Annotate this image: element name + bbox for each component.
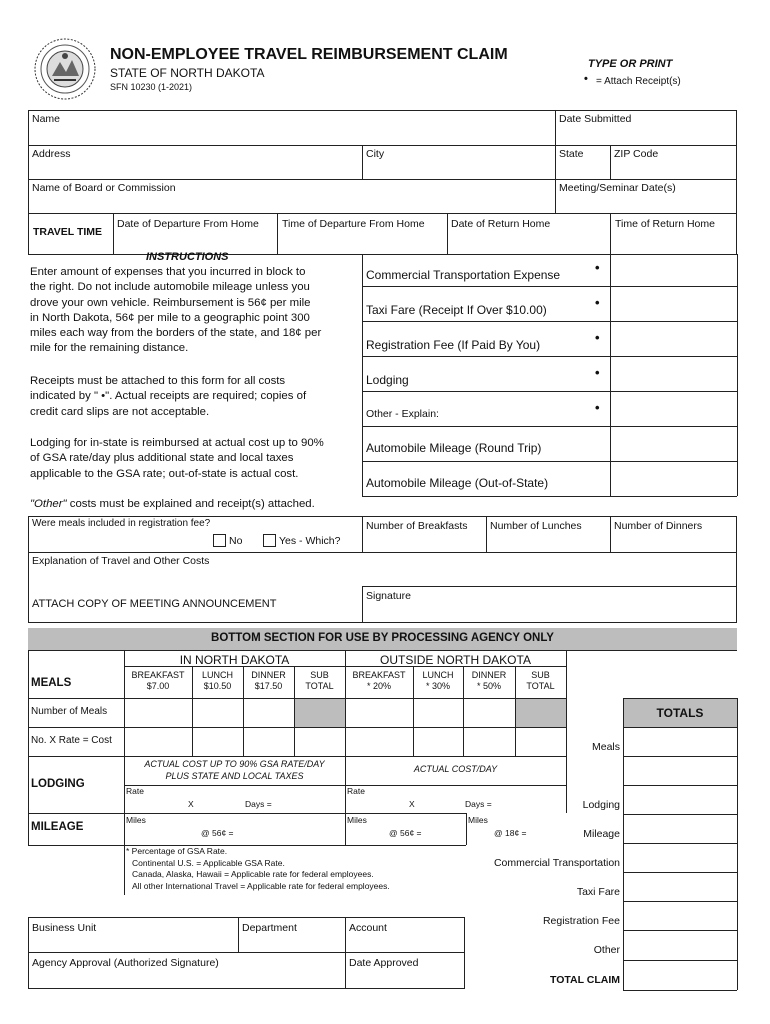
lodging-label: LODGING — [31, 778, 85, 790]
in-dinner-header: DINNER $17.50 — [251, 670, 286, 691]
lodging-out-x: X — [409, 799, 415, 809]
departure-date-field[interactable]: Date of Departure From Home — [117, 218, 259, 230]
travel-time-label: TRAVEL TIME — [33, 226, 103, 238]
mileage-out-rate-18: @ 18¢ = — [494, 828, 527, 838]
processing-banner-text: BOTTOM SECTION FOR USE BY PROCESSING AGENCY ONLY — [211, 632, 554, 644]
date-submitted-field[interactable]: Date Submitted — [559, 113, 632, 125]
mileage-in-miles-label: Miles — [126, 815, 146, 825]
mileage-label: MILEAGE — [31, 821, 84, 833]
instructions-paragraph-3: Lodging for in-state is reimbursed at actual cost up to 90% of GSA rate/day plus additional state and local taxes applicable to the GSA rate; out-of-state is actual cost. — [30, 437, 324, 480]
address-field[interactable]: Address — [32, 148, 71, 160]
business-unit-field[interactable]: Business Unit — [32, 922, 97, 934]
expense-registration-fee[interactable]: Registration Fee (If Paid By You) — [366, 338, 541, 352]
instructions-paragraph-1: Enter amount of expenses that you incurred in block to the right. Do not include automobile mileage unless you drove your own vehicle. Reimbursement is 56¢ per mile in North Dakota, 56¢ per mile to a geographic point 300 miles each way from the borders of the state, and 18¢ per mile for the remaining distance. — [30, 266, 322, 355]
mileage-out-miles-label: Miles — [347, 815, 367, 825]
in-lunch-header: LUNCH $10.50 — [201, 670, 233, 691]
total-claim[interactable]: TOTAL CLAIM — [550, 974, 620, 986]
out-subtotal-header: SUB TOTAL — [526, 670, 555, 691]
shaded-cell — [516, 699, 566, 727]
department-field[interactable]: Department — [242, 922, 297, 934]
meals-no-label: No — [229, 535, 243, 547]
meals-yes-label: Yes - Which? — [279, 535, 341, 547]
lodging-in-note: ACTUAL COST UP TO 90% GSA RATE/DAY PLUS STATE AND LOCAL TAXES — [144, 759, 325, 781]
expense-mileage-round-trip[interactable]: Automobile Mileage (Round Trip) — [366, 441, 542, 455]
breakfasts-field[interactable]: Number of Breakfasts — [366, 520, 468, 532]
lodging-in-rate-label: Rate — [126, 786, 144, 796]
in-breakfast-header: BREAKFAST $7.00 — [131, 670, 185, 691]
total-meals[interactable]: Meals — [591, 741, 620, 753]
receipt-bullet-icon: • — [595, 295, 600, 310]
out-dinner-header: DINNER * 50% — [471, 670, 507, 691]
lodging-out-days: Days = — [465, 799, 492, 809]
mileage-in-rate: @ 56¢ = — [201, 828, 234, 838]
lunches-field[interactable]: Number of Lunches — [490, 520, 582, 532]
total-registration-fee[interactable]: Registration Fee — [542, 915, 620, 927]
attach-copy-note: ATTACH COPY OF MEETING ANNOUNCEMENT — [32, 598, 277, 610]
city-field[interactable]: City — [366, 148, 385, 160]
total-lodging[interactable]: Lodging — [582, 799, 620, 811]
receipt-bullet-icon: • — [595, 400, 600, 415]
total-taxi-fare[interactable]: Taxi Fare — [576, 886, 620, 898]
out-breakfast-header: BREAKFAST * 20% — [352, 670, 406, 691]
receipt-bullet-icon: • — [595, 330, 600, 345]
total-other[interactable]: Other — [593, 944, 620, 956]
meals-yes-checkbox[interactable] — [263, 534, 276, 547]
state-field[interactable]: State — [559, 148, 584, 160]
attach-receipt-note: = Attach Receipt(s) — [596, 76, 681, 87]
meals-label: MEALS — [31, 677, 72, 689]
expense-mileage-out-of-state[interactable]: Automobile Mileage (Out-of-State) — [366, 476, 549, 490]
account-field[interactable]: Account — [349, 922, 387, 934]
signature-field[interactable]: Signature — [366, 590, 411, 602]
expense-lodging[interactable]: Lodging — [366, 373, 409, 387]
in-nd-header: IN NORTH DAKOTA — [179, 653, 290, 667]
gsa-footnotes: * Percentage of GSA Rate. Continental U.S. = Applicable GSA Rate. Canada, Alaska, Hawaii = Applicable rate for federal employees. All other International Travel = Applicable rate for federal employees. — [126, 846, 390, 891]
lodging-out-rate-label: Rate — [347, 786, 365, 796]
date-approved-field[interactable]: Date Approved — [349, 957, 419, 969]
expense-taxi-fare[interactable]: Taxi Fare (Receipt If Over $10.00) — [366, 303, 547, 317]
lodging-in-x: X — [188, 799, 194, 809]
form-number: SFN 10230 (1-2021) — [110, 82, 193, 92]
totals-header: TOTALS — [656, 706, 704, 720]
explanation-field[interactable]: Explanation of Travel and Other Costs — [32, 555, 210, 567]
state-seal-logo — [30, 36, 100, 102]
bullet-icon: • — [584, 73, 588, 85]
return-time-field[interactable]: Time of Return Home — [615, 218, 715, 230]
total-mileage[interactable]: Mileage — [583, 828, 620, 840]
form-state: STATE OF NORTH DAKOTA — [110, 66, 265, 80]
name-field[interactable]: Name — [32, 113, 61, 125]
board-field[interactable]: Name of Board or Commission — [32, 182, 176, 194]
dinners-field[interactable]: Number of Dinners — [614, 520, 703, 532]
mileage-out-rate-56: @ 56¢ = — [389, 828, 422, 838]
form-title: NON-EMPLOYEE TRAVEL REIMBURSEMENT CLAIM — [110, 46, 508, 63]
zip-field[interactable]: ZIP Code — [614, 148, 659, 160]
in-subtotal-header: SUB TOTAL — [305, 670, 334, 691]
shaded-cell — [295, 699, 345, 727]
rate-cost-label: No. X Rate = Cost — [31, 735, 112, 746]
receipt-bullet-icon: • — [595, 260, 600, 275]
agency-approval-field[interactable]: Agency Approval (Authorized Signature) — [32, 957, 219, 969]
return-date-field[interactable]: Date of Return Home — [451, 218, 551, 230]
number-of-meals-label: Number of Meals — [31, 706, 108, 717]
mileage-out-miles-label-2: Miles — [468, 815, 488, 825]
meals-no-checkbox[interactable] — [213, 534, 226, 547]
meeting-dates-field[interactable]: Meeting/Seminar Date(s) — [559, 182, 676, 194]
instructions-other-note: "Other" costs must be explained and receipt(s) attached. — [30, 498, 315, 510]
departure-time-field[interactable]: Time of Departure From Home — [282, 218, 425, 230]
receipt-bullet-icon: • — [595, 365, 600, 380]
lodging-out-note: ACTUAL COST/DAY — [413, 764, 498, 774]
type-or-print: TYPE OR PRINT — [588, 58, 673, 70]
instructions-paragraph-2: Receipts must be attached to this form for all costs indicated by " •". Actual receipts are required; copies of credit card slips are not acceptable. — [30, 375, 307, 418]
meals-included-question: Were meals included in registration fee? — [32, 518, 211, 529]
outside-nd-header: OUTSIDE NORTH DAKOTA — [380, 653, 531, 667]
expense-commercial-transportation[interactable]: Commercial Transportation Expense — [366, 268, 561, 282]
expense-other[interactable]: Other - Explain: — [366, 408, 439, 420]
out-lunch-header: LUNCH * 30% — [422, 670, 454, 691]
instructions-title: INSTRUCTIONS — [146, 251, 229, 263]
total-commercial-transportation[interactable]: Commercial Transportation — [493, 857, 620, 869]
lodging-in-days: Days = — [245, 799, 272, 809]
